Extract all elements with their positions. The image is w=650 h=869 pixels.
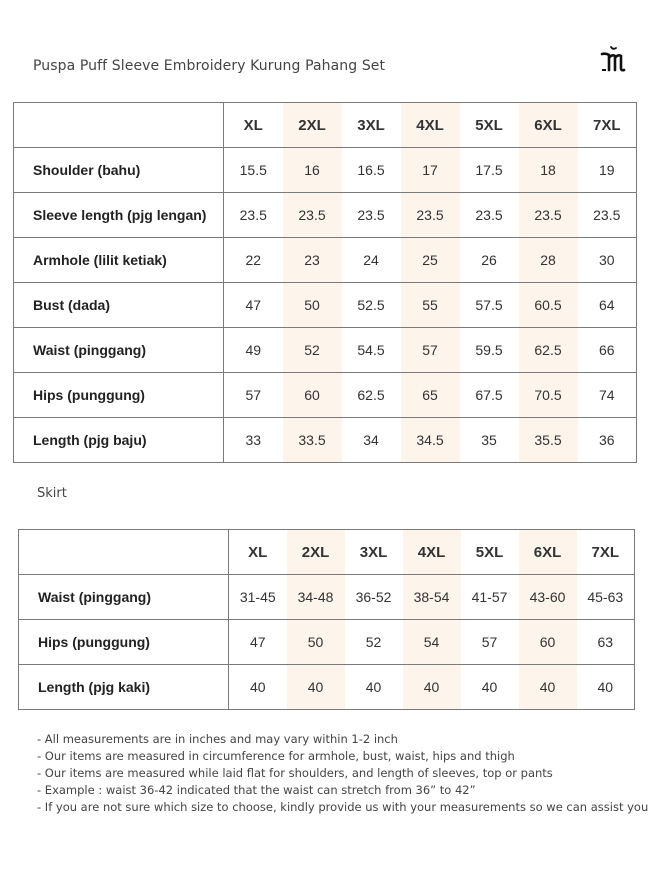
- measurement-value: 41-57: [461, 575, 519, 620]
- measurement-value: 24: [342, 238, 401, 283]
- note-line: - If you are not sure which size to choose, kindly provide us with your measurements so we can assist you: [37, 800, 649, 814]
- measurement-value: 26: [460, 238, 519, 283]
- size-header-cell: 5XL: [461, 530, 519, 575]
- measurement-value: 16: [283, 148, 342, 193]
- measurement-value: 63: [577, 620, 635, 665]
- measurement-label: Length (pjg kaki): [19, 665, 229, 710]
- measurement-value: 62.5: [342, 373, 401, 418]
- size-header-cell: 5XL: [460, 103, 519, 148]
- measurement-label: Shoulder (bahu): [14, 148, 224, 193]
- size-header-cell: 6XL: [519, 530, 577, 575]
- measurement-value: 18: [519, 148, 578, 193]
- measurement-label: Hips (punggung): [19, 620, 229, 665]
- table-row: [14, 373, 637, 418]
- measurement-value: 36: [578, 418, 637, 463]
- measurement-value: 52: [283, 328, 342, 373]
- measurement-value: 74: [578, 373, 637, 418]
- measurement-value: 34: [342, 418, 401, 463]
- measurement-value: 25: [401, 238, 460, 283]
- measurement-value: 38-54: [403, 575, 461, 620]
- size-header-cell: 2XL: [283, 103, 342, 148]
- measurement-value: 36-52: [345, 575, 403, 620]
- measurement-label: Armhole (lilit ketiak): [14, 238, 224, 283]
- measurement-label: Bust (dada): [14, 283, 224, 328]
- measurement-value: 52.5: [342, 283, 401, 328]
- measurement-value: 30: [578, 238, 637, 283]
- measurement-value: 28: [519, 238, 578, 283]
- measurement-value: 15.5: [224, 148, 283, 193]
- measurement-value: 54.5: [342, 328, 401, 373]
- measurement-label: Waist (pinggang): [14, 328, 224, 373]
- measurement-value: 23.5: [460, 193, 519, 238]
- note-line: - All measurements are in inches and may vary within 1-2 inch: [37, 732, 398, 746]
- header-row: [19, 530, 635, 575]
- size-header-cell: 7XL: [577, 530, 635, 575]
- measurement-value: 60: [283, 373, 342, 418]
- measurement-label: Waist (pinggang): [19, 575, 229, 620]
- measurement-value: 60: [519, 620, 577, 665]
- note-line: - Example : waist 36-42 indicated that the waist can stretch from 36” to 42”: [37, 783, 476, 797]
- measurement-value: 60.5: [519, 283, 578, 328]
- measurement-value: 40: [345, 665, 403, 710]
- mi-monogram-icon: [596, 44, 628, 76]
- measurement-value: 23.5: [283, 193, 342, 238]
- measurement-value: 40: [519, 665, 577, 710]
- measurement-value: 23.5: [578, 193, 637, 238]
- measurement-value: 34-48: [287, 575, 345, 620]
- table-row: [14, 283, 637, 328]
- size-header-cell: XL: [229, 530, 287, 575]
- measurement-value: 59.5: [460, 328, 519, 373]
- size-header-cell: 7XL: [578, 103, 637, 148]
- table-row: [14, 328, 637, 373]
- measurement-value: 65: [401, 373, 460, 418]
- measurement-value: 40: [577, 665, 635, 710]
- skirt-section-label: Skirt: [37, 486, 67, 501]
- measurement-value: 52: [345, 620, 403, 665]
- size-header-cell: XL: [224, 103, 283, 148]
- size-header-cell: 3XL: [345, 530, 403, 575]
- table-row: [19, 620, 635, 665]
- size-header-cell: 4XL: [401, 103, 460, 148]
- measurement-label: Sleeve length (pjg lengan): [14, 193, 224, 238]
- measurement-value: 40: [287, 665, 345, 710]
- measurement-value: 70.5: [519, 373, 578, 418]
- table-row: [19, 575, 635, 620]
- measurement-value: 57: [224, 373, 283, 418]
- measurement-value: 17.5: [460, 148, 519, 193]
- measurement-value: 45-63: [577, 575, 635, 620]
- measurement-value: 35.5: [519, 418, 578, 463]
- skirt-size-table: [18, 529, 635, 710]
- notes: [37, 731, 648, 816]
- header-blank-cell: [14, 103, 224, 148]
- table-row: [14, 418, 637, 463]
- measurement-value: 22: [224, 238, 283, 283]
- size-header-cell: 6XL: [519, 103, 578, 148]
- measurement-value: 62.5: [519, 328, 578, 373]
- measurement-value: 43-60: [519, 575, 577, 620]
- header-blank-cell: [19, 530, 229, 575]
- measurement-value: 17: [401, 148, 460, 193]
- measurement-value: 49: [224, 328, 283, 373]
- measurement-value: 35: [460, 418, 519, 463]
- measurement-value: 16.5: [342, 148, 401, 193]
- measurement-value: 23.5: [224, 193, 283, 238]
- measurement-value: 64: [578, 283, 637, 328]
- measurement-value: 57: [461, 620, 519, 665]
- measurement-value: 67.5: [460, 373, 519, 418]
- table-row: [14, 238, 637, 283]
- measurement-value: 23: [283, 238, 342, 283]
- note-line: - Our items are measured while laid flat for shoulders, and length of sleeves, top or pants: [37, 766, 553, 780]
- page-title: Puspa Puff Sleeve Embroidery Kurung Pahang Set: [33, 58, 386, 74]
- measurement-value: 50: [287, 620, 345, 665]
- measurement-value: 40: [461, 665, 519, 710]
- measurement-value: 33.5: [283, 418, 342, 463]
- measurement-value: 50: [283, 283, 342, 328]
- measurement-value: 40: [403, 665, 461, 710]
- measurement-value: 23.5: [342, 193, 401, 238]
- measurement-value: 33: [224, 418, 283, 463]
- measurement-value: 57.5: [460, 283, 519, 328]
- measurement-value: 57: [401, 328, 460, 373]
- measurement-value: 40: [229, 665, 287, 710]
- table-row: [14, 193, 637, 238]
- measurement-label: Length (pjg baju): [14, 418, 224, 463]
- note-line: - Our items are measured in circumference for armhole, bust, waist, hips and thigh: [37, 749, 515, 763]
- size-header-cell: 3XL: [342, 103, 401, 148]
- measurement-value: 47: [229, 620, 287, 665]
- table-row: [19, 665, 635, 710]
- measurement-value: 19: [578, 148, 637, 193]
- measurement-value: 54: [403, 620, 461, 665]
- size-header-cell: 4XL: [403, 530, 461, 575]
- measurement-label: Hips (punggung): [14, 373, 224, 418]
- header-row: [14, 103, 637, 148]
- measurement-value: 31-45: [229, 575, 287, 620]
- size-header-cell: 2XL: [287, 530, 345, 575]
- measurement-value: 34.5: [401, 418, 460, 463]
- measurement-value: 47: [224, 283, 283, 328]
- measurement-value: 23.5: [519, 193, 578, 238]
- top-size-table: [13, 102, 637, 463]
- measurement-value: 66: [578, 328, 637, 373]
- measurement-value: 55: [401, 283, 460, 328]
- measurement-value: 23.5: [401, 193, 460, 238]
- table-row: [14, 148, 637, 193]
